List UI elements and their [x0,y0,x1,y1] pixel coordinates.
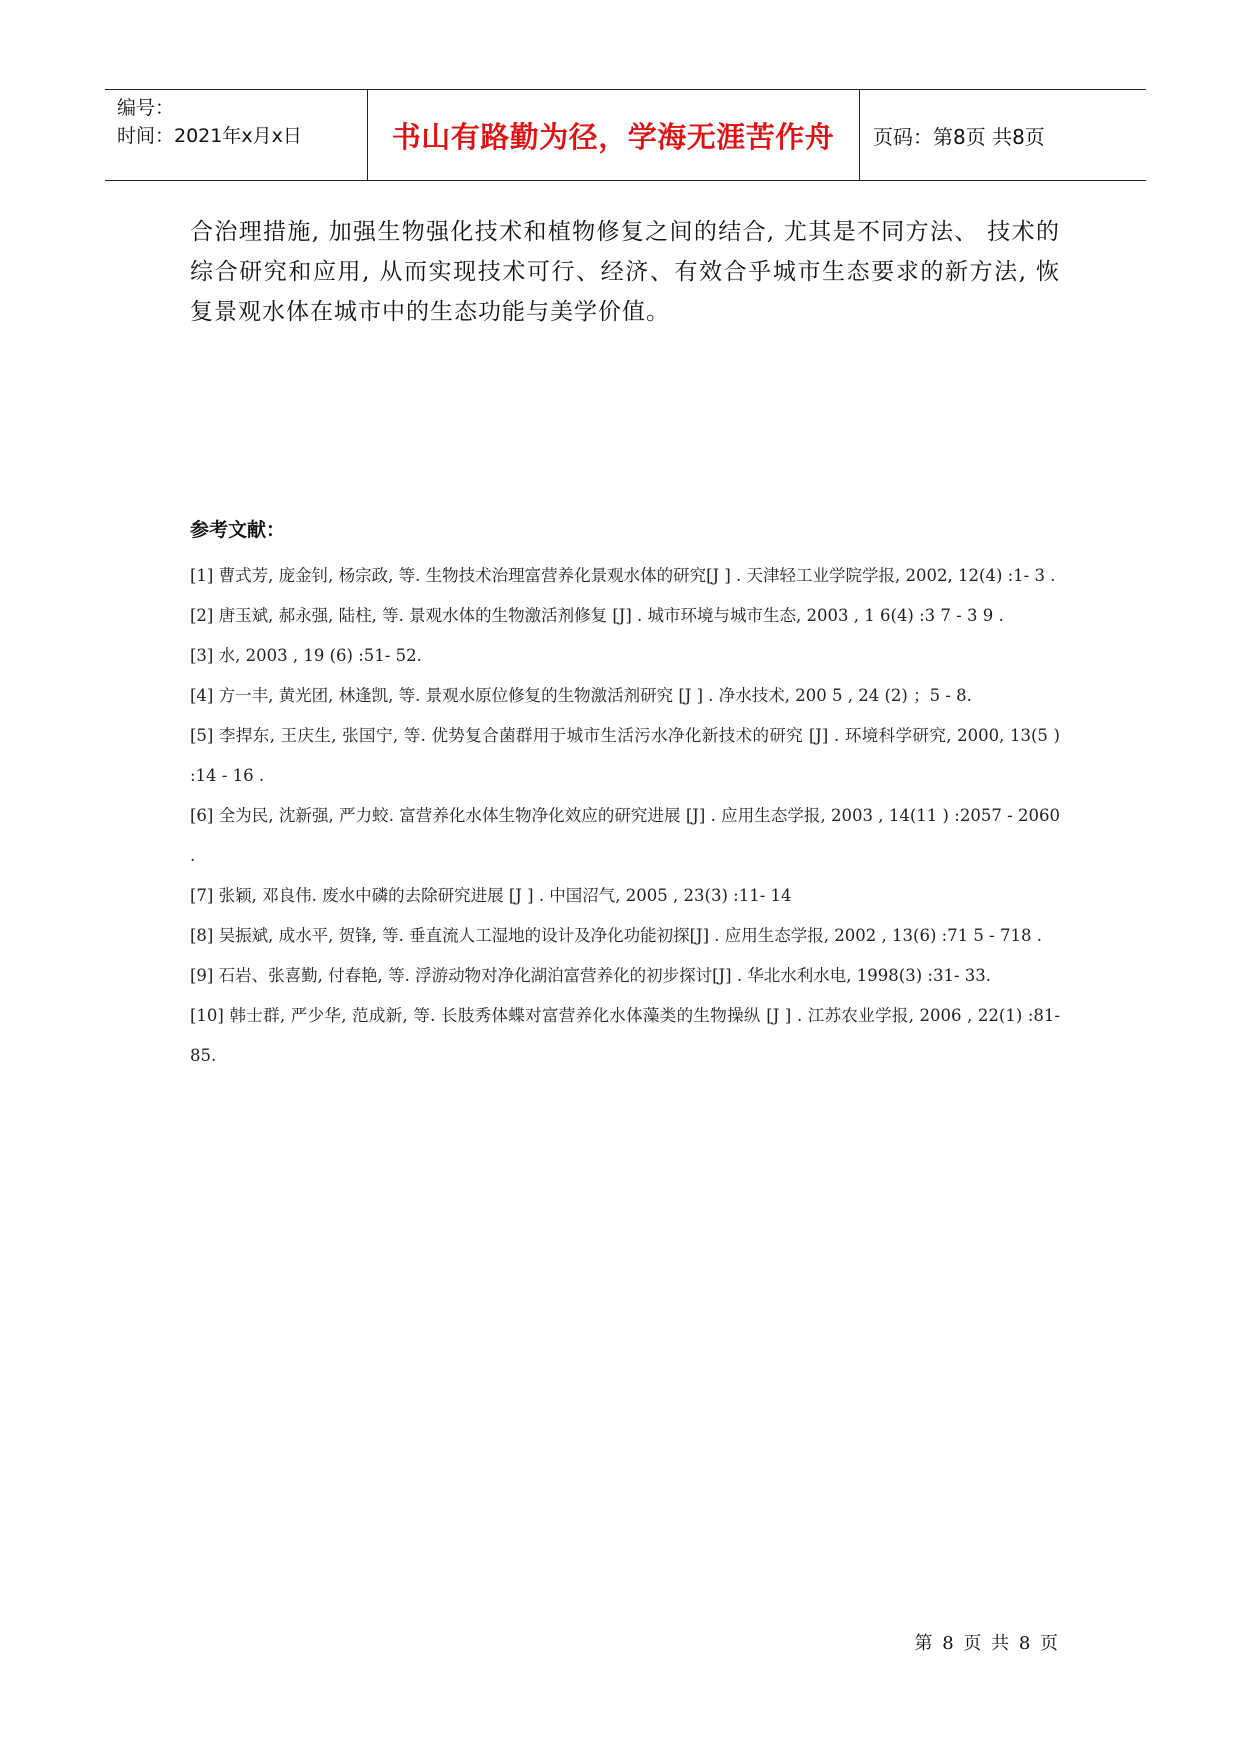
reference-item: [6] 全为民, 沈新强, 严力蛟. 富营养化水体生物净化效应的研究进展 [J] . 应用生态学报, 2003 , 14(11 ) :2057 - 2060 . [190,806,1060,865]
reference-item: [2] 唐玉斌, 郝永强, 陆柱, 等. 景观水体的生物激活剂修复 [J] . 城市环境与城市生态, 2003 , 1 6(4) :3 7 - 3 9 . [190,606,1004,625]
header-meta [117,94,302,150]
reference-item: [3] 水, 2003 , 19 (6) :51- 52. [190,646,422,665]
document-number-label: 编号： [117,97,175,119]
reference-item: [10] 韩士群, 严少华, 范成新, 等. 长肢秀体蝶对富营养化水体藻类的生物操纵 [J ] . 江苏农业学报, 2006 , 22(1) :81- 85. [190,1006,1060,1065]
header-page-info: 页码：第8页 共8页 [873,124,1045,149]
page-header [105,89,1146,181]
references-list [190,556,1060,1076]
references-title: 参考文献： [190,519,286,541]
reference-item: [5] 李捍东, 王庆生, 张国宁, 等. 优势复合菌群用于城市生活污水净化新技术的研究 [J] . 环境科学研究, 2000, 13(5 ) :14 - 16 . [190,726,1060,785]
reference-item: [4] 方一丰, 黄光团, 林逢凯, 等. 景观水原位修复的生物激活剂研究 [J ] . 净水技术, 200 5 , 24 (2) ；5 - 8. [190,686,972,705]
reference-item: [7] 张颖, 邓良伟. 废水中磷的去除研究进展 [J ] . 中国沼气, 2005 , 23(3) :11- 14 [190,886,792,905]
reference-item: [9] 石岩、张喜勤, 付春艳, 等. 浮游动物对净化湖泊富营养化的初步探讨[J] . 华北水利水电, 1998(3) :31- 33. [190,966,992,985]
document-time: 时间：2021年x月x日 [117,125,302,147]
body-paragraph: 合治理措施, 加强生物强化技术和植物修复之间的结合, 尤其是不同方法、 技术的综合研究和应用, 从而实现技术可行、经济、有效合乎城市生态要求的新方法, 恢复景观水体在城市中的生态功能与美学价值。 [190,219,1060,325]
reference-item: [8] 吴振斌, 成水平, 贺锋, 等. 垂直流人工湿地的设计及净化功能初探[J] . 应用生态学报, 2002 , 13(6) :71 5 - 718 . [190,926,1042,945]
header-motto: 书山有路勤为径，学海无涯苦作舟 [391,119,835,154]
page-footer: 第 8 页 共 8 页 [914,1633,1060,1654]
reference-item: [1] 曹式芳, 庞金钊, 杨宗政, 等. 生物技术治理富营养化景观水体的研究[J ] . 天津轻工业学院学报, 2002, 12(4) :1- 3 . [190,566,1056,585]
